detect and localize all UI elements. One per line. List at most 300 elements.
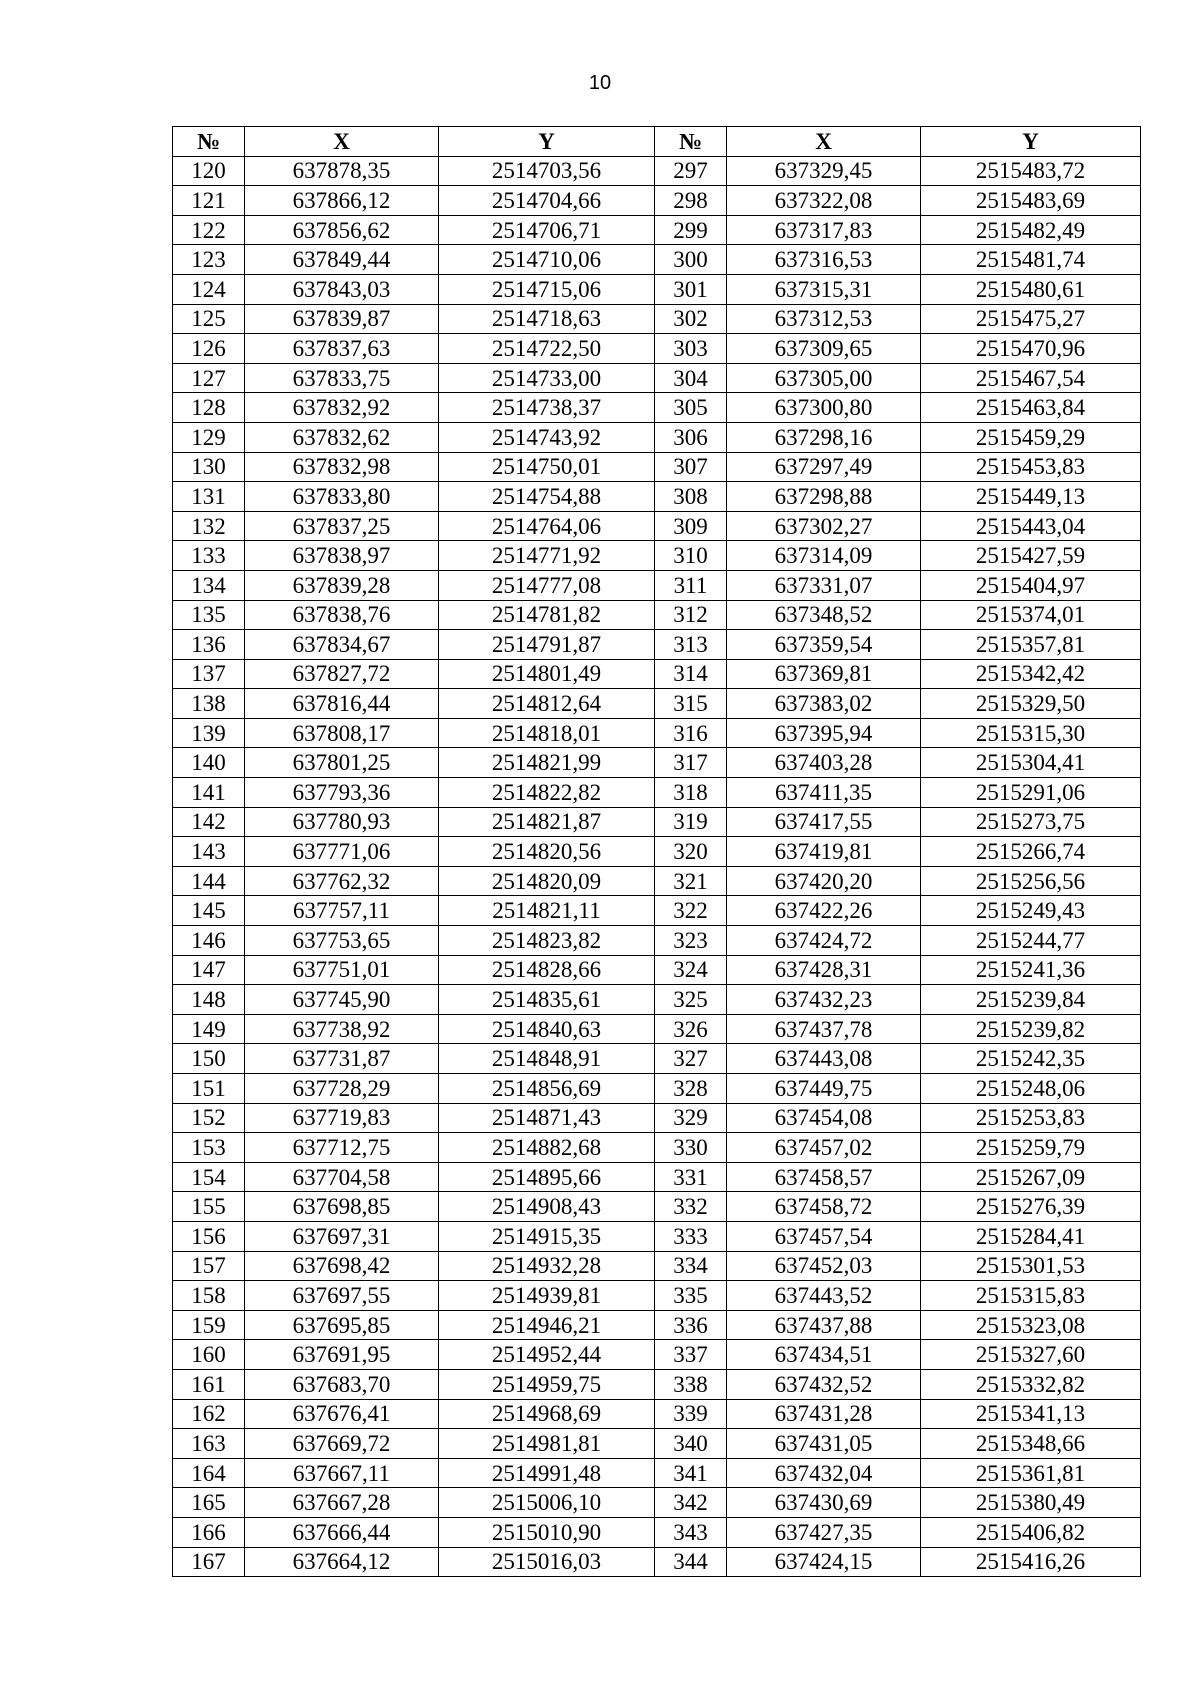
y-coordinate-left: 2514915,35 xyxy=(439,1221,655,1251)
x-coordinate-left: 637691,95 xyxy=(245,1340,439,1370)
x-coordinate-right: 637309,65 xyxy=(727,334,921,364)
point-number-left: 143 xyxy=(173,837,245,867)
y-coordinate-left: 2515016,03 xyxy=(439,1547,655,1577)
point-number-left: 123 xyxy=(173,245,245,275)
table-row xyxy=(173,748,1141,778)
y-coordinate-right: 2515449,13 xyxy=(921,482,1141,512)
x-coordinate-right: 637302,27 xyxy=(727,511,921,541)
y-coordinate-right: 2515239,84 xyxy=(921,985,1141,1015)
point-number-right: 309 xyxy=(655,511,727,541)
coordinates-table xyxy=(172,126,1141,1577)
table-row xyxy=(173,600,1141,630)
y-coordinate-left: 2514932,28 xyxy=(439,1251,655,1281)
x-coordinate-right: 637457,54 xyxy=(727,1221,921,1251)
y-coordinate-left: 2514856,69 xyxy=(439,1074,655,1104)
table-row xyxy=(173,1044,1141,1074)
table-row xyxy=(173,363,1141,393)
point-number-right: 336 xyxy=(655,1310,727,1340)
y-coordinate-left: 2514821,99 xyxy=(439,748,655,778)
point-number-right: 321 xyxy=(655,866,727,896)
x-coordinate-left: 637697,55 xyxy=(245,1281,439,1311)
y-coordinate-left: 2514952,44 xyxy=(439,1340,655,1370)
y-coordinate-right: 2515241,36 xyxy=(921,955,1141,985)
point-number-right: 334 xyxy=(655,1251,727,1281)
x-coordinate-right: 637443,52 xyxy=(727,1281,921,1311)
x-coordinate-left: 637695,85 xyxy=(245,1310,439,1340)
point-number-right: 303 xyxy=(655,334,727,364)
table-row xyxy=(173,570,1141,600)
table-row xyxy=(173,1429,1141,1459)
point-number-left: 148 xyxy=(173,985,245,1015)
y-coordinate-right: 2515361,81 xyxy=(921,1458,1141,1488)
table-row xyxy=(173,807,1141,837)
point-number-left: 155 xyxy=(173,1192,245,1222)
point-number-right: 330 xyxy=(655,1133,727,1163)
x-coordinate-left: 637833,80 xyxy=(245,482,439,512)
point-number-right: 310 xyxy=(655,541,727,571)
point-number-right: 316 xyxy=(655,718,727,748)
table-row xyxy=(173,718,1141,748)
point-number-left: 165 xyxy=(173,1488,245,1518)
x-coordinate-left: 637683,70 xyxy=(245,1369,439,1399)
table-row xyxy=(173,1133,1141,1163)
point-number-left: 157 xyxy=(173,1251,245,1281)
y-coordinate-left: 2514812,64 xyxy=(439,689,655,719)
table-row xyxy=(173,1310,1141,1340)
table-row xyxy=(173,659,1141,689)
y-coordinate-left: 2514722,50 xyxy=(439,334,655,364)
point-number-right: 301 xyxy=(655,274,727,304)
point-number-left: 150 xyxy=(173,1044,245,1074)
x-coordinate-left: 637753,65 xyxy=(245,926,439,956)
y-coordinate-left: 2514754,88 xyxy=(439,482,655,512)
y-coordinate-left: 2514738,37 xyxy=(439,393,655,423)
point-number-right: 298 xyxy=(655,186,727,216)
table-row xyxy=(173,1192,1141,1222)
y-coordinate-left: 2515006,10 xyxy=(439,1488,655,1518)
table-row xyxy=(173,215,1141,245)
y-coordinate-right: 2515242,35 xyxy=(921,1044,1141,1074)
point-number-left: 124 xyxy=(173,274,245,304)
x-coordinate-right: 637316,53 xyxy=(727,245,921,275)
header-number-right: № xyxy=(655,127,727,157)
point-number-right: 338 xyxy=(655,1369,727,1399)
table-row xyxy=(173,422,1141,452)
point-number-left: 149 xyxy=(173,1014,245,1044)
table-row xyxy=(173,1458,1141,1488)
y-coordinate-left: 2514743,92 xyxy=(439,422,655,452)
table-row xyxy=(173,778,1141,808)
table-row xyxy=(173,630,1141,660)
y-coordinate-right: 2515483,72 xyxy=(921,156,1141,186)
point-number-right: 329 xyxy=(655,1103,727,1133)
table-row xyxy=(173,866,1141,896)
point-number-right: 332 xyxy=(655,1192,727,1222)
point-number-left: 132 xyxy=(173,511,245,541)
table-row xyxy=(173,393,1141,423)
y-coordinate-left: 2514820,09 xyxy=(439,866,655,896)
point-number-left: 131 xyxy=(173,482,245,512)
point-number-right: 299 xyxy=(655,215,727,245)
x-coordinate-left: 637771,06 xyxy=(245,837,439,867)
point-number-right: 312 xyxy=(655,600,727,630)
point-number-right: 313 xyxy=(655,630,727,660)
x-coordinate-right: 637428,31 xyxy=(727,955,921,985)
x-coordinate-right: 637458,57 xyxy=(727,1162,921,1192)
y-coordinate-right: 2515406,82 xyxy=(921,1517,1141,1547)
y-coordinate-right: 2515259,79 xyxy=(921,1133,1141,1163)
x-coordinate-right: 637443,08 xyxy=(727,1044,921,1074)
x-coordinate-right: 637359,54 xyxy=(727,630,921,660)
y-coordinate-right: 2515291,06 xyxy=(921,778,1141,808)
x-coordinate-right: 637434,51 xyxy=(727,1340,921,1370)
x-coordinate-left: 637664,12 xyxy=(245,1547,439,1577)
x-coordinate-left: 637839,87 xyxy=(245,304,439,334)
y-coordinate-left: 2514771,92 xyxy=(439,541,655,571)
point-number-right: 314 xyxy=(655,659,727,689)
point-number-right: 317 xyxy=(655,748,727,778)
table-row xyxy=(173,1162,1141,1192)
point-number-left: 135 xyxy=(173,600,245,630)
y-coordinate-left: 2514821,11 xyxy=(439,896,655,926)
x-coordinate-left: 637666,44 xyxy=(245,1517,439,1547)
table-row xyxy=(173,1014,1141,1044)
y-coordinate-right: 2515481,74 xyxy=(921,245,1141,275)
x-coordinate-right: 637369,81 xyxy=(727,659,921,689)
x-coordinate-right: 637395,94 xyxy=(727,718,921,748)
x-coordinate-left: 637667,11 xyxy=(245,1458,439,1488)
x-coordinate-left: 637843,03 xyxy=(245,274,439,304)
table-row xyxy=(173,245,1141,275)
table-row xyxy=(173,541,1141,571)
x-coordinate-right: 637348,52 xyxy=(727,600,921,630)
point-number-left: 152 xyxy=(173,1103,245,1133)
y-coordinate-left: 2514818,01 xyxy=(439,718,655,748)
y-coordinate-left: 2514822,82 xyxy=(439,778,655,808)
point-number-left: 130 xyxy=(173,452,245,482)
x-coordinate-right: 637297,49 xyxy=(727,452,921,482)
x-coordinate-left: 637697,31 xyxy=(245,1221,439,1251)
y-coordinate-left: 2514764,06 xyxy=(439,511,655,541)
point-number-right: 341 xyxy=(655,1458,727,1488)
x-coordinate-left: 637667,28 xyxy=(245,1488,439,1518)
x-coordinate-right: 637457,02 xyxy=(727,1133,921,1163)
point-number-left: 133 xyxy=(173,541,245,571)
point-number-right: 323 xyxy=(655,926,727,956)
point-number-right: 344 xyxy=(655,1547,727,1577)
y-coordinate-left: 2514835,61 xyxy=(439,985,655,1015)
table-row xyxy=(173,689,1141,719)
point-number-right: 325 xyxy=(655,985,727,1015)
y-coordinate-right: 2515304,41 xyxy=(921,748,1141,778)
x-coordinate-right: 637437,78 xyxy=(727,1014,921,1044)
y-coordinate-left: 2514823,82 xyxy=(439,926,655,956)
x-coordinate-left: 637676,41 xyxy=(245,1399,439,1429)
x-coordinate-left: 637801,25 xyxy=(245,748,439,778)
y-coordinate-left: 2514703,56 xyxy=(439,156,655,186)
y-coordinate-left: 2514946,21 xyxy=(439,1310,655,1340)
x-coordinate-left: 637827,72 xyxy=(245,659,439,689)
x-coordinate-right: 637417,55 xyxy=(727,807,921,837)
y-coordinate-left: 2514848,91 xyxy=(439,1044,655,1074)
table-row xyxy=(173,1517,1141,1547)
y-coordinate-left: 2514939,81 xyxy=(439,1281,655,1311)
x-coordinate-right: 637424,15 xyxy=(727,1547,921,1577)
x-coordinate-right: 637317,83 xyxy=(727,215,921,245)
point-number-left: 127 xyxy=(173,363,245,393)
table-row xyxy=(173,274,1141,304)
x-coordinate-right: 637430,69 xyxy=(727,1488,921,1518)
point-number-left: 140 xyxy=(173,748,245,778)
x-coordinate-right: 637432,04 xyxy=(727,1458,921,1488)
x-coordinate-right: 637420,20 xyxy=(727,866,921,896)
header-y-left: Y xyxy=(439,127,655,157)
y-coordinate-left: 2514706,71 xyxy=(439,215,655,245)
x-coordinate-left: 637878,35 xyxy=(245,156,439,186)
point-number-left: 163 xyxy=(173,1429,245,1459)
x-coordinate-left: 637780,93 xyxy=(245,807,439,837)
point-number-left: 153 xyxy=(173,1133,245,1163)
point-number-left: 125 xyxy=(173,304,245,334)
x-coordinate-right: 637437,88 xyxy=(727,1310,921,1340)
x-coordinate-right: 637331,07 xyxy=(727,570,921,600)
x-coordinate-right: 637449,75 xyxy=(727,1074,921,1104)
x-coordinate-right: 637411,35 xyxy=(727,778,921,808)
x-coordinate-right: 637452,03 xyxy=(727,1251,921,1281)
x-coordinate-left: 637728,29 xyxy=(245,1074,439,1104)
y-coordinate-right: 2515348,66 xyxy=(921,1429,1141,1459)
y-coordinate-right: 2515404,97 xyxy=(921,570,1141,600)
y-coordinate-right: 2515249,43 xyxy=(921,896,1141,926)
table-row xyxy=(173,1547,1141,1577)
point-number-right: 305 xyxy=(655,393,727,423)
x-coordinate-right: 637431,05 xyxy=(727,1429,921,1459)
x-coordinate-right: 637427,35 xyxy=(727,1517,921,1547)
x-coordinate-left: 637839,28 xyxy=(245,570,439,600)
x-coordinate-left: 637832,62 xyxy=(245,422,439,452)
x-coordinate-right: 637312,53 xyxy=(727,304,921,334)
y-coordinate-right: 2515463,84 xyxy=(921,393,1141,423)
point-number-right: 324 xyxy=(655,955,727,985)
header-x-left: X xyxy=(245,127,439,157)
y-coordinate-left: 2514908,43 xyxy=(439,1192,655,1222)
x-coordinate-left: 637731,87 xyxy=(245,1044,439,1074)
point-number-left: 126 xyxy=(173,334,245,364)
table-row xyxy=(173,511,1141,541)
x-coordinate-right: 637403,28 xyxy=(727,748,921,778)
y-coordinate-left: 2514871,43 xyxy=(439,1103,655,1133)
table-row xyxy=(173,156,1141,186)
y-coordinate-right: 2515470,96 xyxy=(921,334,1141,364)
table-row xyxy=(173,926,1141,956)
x-coordinate-left: 637669,72 xyxy=(245,1429,439,1459)
point-number-right: 326 xyxy=(655,1014,727,1044)
x-coordinate-left: 637837,25 xyxy=(245,511,439,541)
y-coordinate-left: 2514959,75 xyxy=(439,1369,655,1399)
point-number-right: 306 xyxy=(655,422,727,452)
y-coordinate-left: 2514968,69 xyxy=(439,1399,655,1429)
point-number-left: 141 xyxy=(173,778,245,808)
y-coordinate-left: 2514750,01 xyxy=(439,452,655,482)
x-coordinate-right: 637329,45 xyxy=(727,156,921,186)
table-row xyxy=(173,482,1141,512)
x-coordinate-right: 637419,81 xyxy=(727,837,921,867)
y-coordinate-left: 2514718,63 xyxy=(439,304,655,334)
x-coordinate-left: 637834,67 xyxy=(245,630,439,660)
table-row xyxy=(173,304,1141,334)
x-coordinate-left: 637832,98 xyxy=(245,452,439,482)
point-number-right: 337 xyxy=(655,1340,727,1370)
y-coordinate-left: 2514821,87 xyxy=(439,807,655,837)
y-coordinate-right: 2515284,41 xyxy=(921,1221,1141,1251)
table-row xyxy=(173,1488,1141,1518)
y-coordinate-right: 2515453,83 xyxy=(921,452,1141,482)
y-coordinate-right: 2515327,60 xyxy=(921,1340,1141,1370)
point-number-left: 137 xyxy=(173,659,245,689)
table-row xyxy=(173,1369,1141,1399)
y-coordinate-right: 2515315,83 xyxy=(921,1281,1141,1311)
point-number-right: 297 xyxy=(655,156,727,186)
y-coordinate-right: 2515475,27 xyxy=(921,304,1141,334)
y-coordinate-right: 2515266,74 xyxy=(921,837,1141,867)
y-coordinate-right: 2515248,06 xyxy=(921,1074,1141,1104)
point-number-right: 304 xyxy=(655,363,727,393)
y-coordinate-right: 2515459,29 xyxy=(921,422,1141,452)
x-coordinate-right: 637432,52 xyxy=(727,1369,921,1399)
table-header-row xyxy=(173,127,1141,157)
point-number-left: 167 xyxy=(173,1547,245,1577)
point-number-right: 319 xyxy=(655,807,727,837)
point-number-right: 331 xyxy=(655,1162,727,1192)
x-coordinate-right: 637432,23 xyxy=(727,985,921,1015)
table-row xyxy=(173,1399,1141,1429)
x-coordinate-right: 637298,88 xyxy=(727,482,921,512)
y-coordinate-right: 2515467,54 xyxy=(921,363,1141,393)
point-number-left: 158 xyxy=(173,1281,245,1311)
point-number-right: 343 xyxy=(655,1517,727,1547)
x-coordinate-left: 637832,92 xyxy=(245,393,439,423)
y-coordinate-right: 2515315,30 xyxy=(921,718,1141,748)
y-coordinate-right: 2515480,61 xyxy=(921,274,1141,304)
x-coordinate-right: 637431,28 xyxy=(727,1399,921,1429)
x-coordinate-right: 637300,80 xyxy=(727,393,921,423)
x-coordinate-left: 637704,58 xyxy=(245,1162,439,1192)
point-number-right: 342 xyxy=(655,1488,727,1518)
y-coordinate-left: 2514828,66 xyxy=(439,955,655,985)
point-number-right: 300 xyxy=(655,245,727,275)
y-coordinate-right: 2515483,69 xyxy=(921,186,1141,216)
table-row xyxy=(173,896,1141,926)
x-coordinate-right: 637298,16 xyxy=(727,422,921,452)
point-number-left: 156 xyxy=(173,1221,245,1251)
y-coordinate-right: 2515482,49 xyxy=(921,215,1141,245)
x-coordinate-left: 637856,62 xyxy=(245,215,439,245)
y-coordinate-left: 2514791,87 xyxy=(439,630,655,660)
x-coordinate-left: 637751,01 xyxy=(245,955,439,985)
point-number-left: 151 xyxy=(173,1074,245,1104)
header-y-right: Y xyxy=(921,127,1141,157)
header-x-right: X xyxy=(727,127,921,157)
x-coordinate-left: 637838,76 xyxy=(245,600,439,630)
point-number-right: 327 xyxy=(655,1044,727,1074)
y-coordinate-left: 2514710,06 xyxy=(439,245,655,275)
table-row xyxy=(173,1221,1141,1251)
point-number-right: 339 xyxy=(655,1399,727,1429)
x-coordinate-left: 637738,92 xyxy=(245,1014,439,1044)
point-number-right: 335 xyxy=(655,1281,727,1311)
x-coordinate-right: 637305,00 xyxy=(727,363,921,393)
point-number-left: 138 xyxy=(173,689,245,719)
y-coordinate-right: 2515273,75 xyxy=(921,807,1141,837)
x-coordinate-left: 637849,44 xyxy=(245,245,439,275)
y-coordinate-right: 2515357,81 xyxy=(921,630,1141,660)
table-row xyxy=(173,1251,1141,1281)
y-coordinate-left: 2514801,49 xyxy=(439,659,655,689)
y-coordinate-right: 2515329,50 xyxy=(921,689,1141,719)
header-number-left: № xyxy=(173,127,245,157)
point-number-right: 307 xyxy=(655,452,727,482)
point-number-left: 129 xyxy=(173,422,245,452)
table-row xyxy=(173,1340,1141,1370)
x-coordinate-right: 637315,31 xyxy=(727,274,921,304)
y-coordinate-left: 2514820,56 xyxy=(439,837,655,867)
point-number-left: 142 xyxy=(173,807,245,837)
x-coordinate-right: 637454,08 xyxy=(727,1103,921,1133)
y-coordinate-right: 2515380,49 xyxy=(921,1488,1141,1518)
y-coordinate-right: 2515332,82 xyxy=(921,1369,1141,1399)
x-coordinate-left: 637816,44 xyxy=(245,689,439,719)
y-coordinate-left: 2514781,82 xyxy=(439,600,655,630)
point-number-left: 159 xyxy=(173,1310,245,1340)
y-coordinate-right: 2515239,82 xyxy=(921,1014,1141,1044)
point-number-right: 311 xyxy=(655,570,727,600)
point-number-left: 120 xyxy=(173,156,245,186)
table-row xyxy=(173,186,1141,216)
x-coordinate-left: 637833,75 xyxy=(245,363,439,393)
point-number-left: 161 xyxy=(173,1369,245,1399)
y-coordinate-left: 2514715,06 xyxy=(439,274,655,304)
y-coordinate-right: 2515267,09 xyxy=(921,1162,1141,1192)
y-coordinate-right: 2515342,42 xyxy=(921,659,1141,689)
x-coordinate-right: 637314,09 xyxy=(727,541,921,571)
y-coordinate-right: 2515323,08 xyxy=(921,1310,1141,1340)
y-coordinate-right: 2515341,13 xyxy=(921,1399,1141,1429)
y-coordinate-left: 2514991,48 xyxy=(439,1458,655,1488)
point-number-left: 139 xyxy=(173,718,245,748)
point-number-left: 122 xyxy=(173,215,245,245)
y-coordinate-right: 2515253,83 xyxy=(921,1103,1141,1133)
y-coordinate-right: 2515427,59 xyxy=(921,541,1141,571)
point-number-right: 318 xyxy=(655,778,727,808)
y-coordinate-left: 2514840,63 xyxy=(439,1014,655,1044)
point-number-left: 121 xyxy=(173,186,245,216)
y-coordinate-right: 2515443,04 xyxy=(921,511,1141,541)
y-coordinate-right: 2515256,56 xyxy=(921,866,1141,896)
point-number-left: 160 xyxy=(173,1340,245,1370)
point-number-left: 162 xyxy=(173,1399,245,1429)
x-coordinate-left: 637808,17 xyxy=(245,718,439,748)
y-coordinate-left: 2514895,66 xyxy=(439,1162,655,1192)
point-number-left: 154 xyxy=(173,1162,245,1192)
x-coordinate-left: 637793,36 xyxy=(245,778,439,808)
y-coordinate-left: 2514981,81 xyxy=(439,1429,655,1459)
x-coordinate-right: 637424,72 xyxy=(727,926,921,956)
point-number-right: 333 xyxy=(655,1221,727,1251)
x-coordinate-left: 637837,63 xyxy=(245,334,439,364)
y-coordinate-left: 2514704,66 xyxy=(439,186,655,216)
table-row xyxy=(173,334,1141,364)
y-coordinate-right: 2515374,01 xyxy=(921,600,1141,630)
